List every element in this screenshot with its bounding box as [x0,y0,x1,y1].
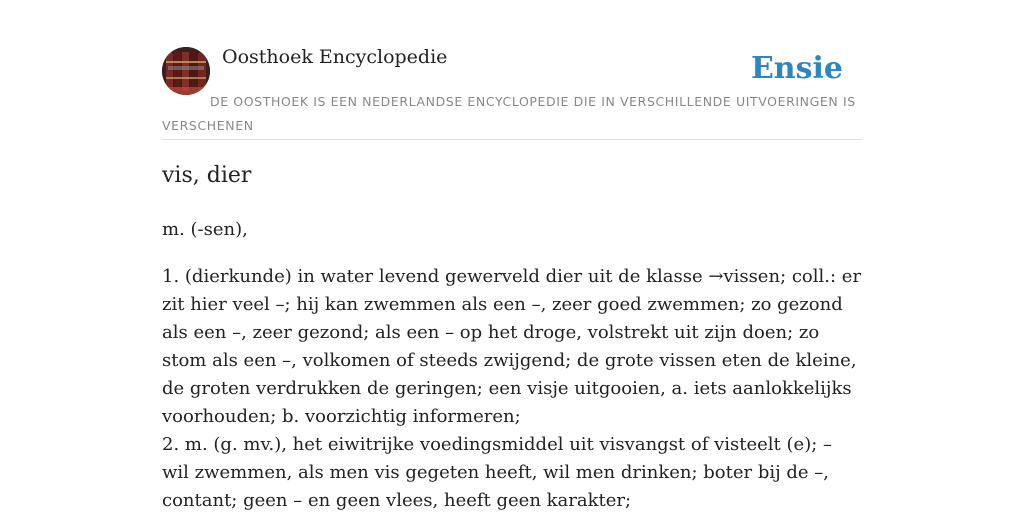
book-spines-icon [162,47,210,95]
entry-title: vis, dier [162,163,252,188]
entry-body [162,216,862,512]
entry-sense-1 [162,263,862,431]
site-tagline: DE OOSTHOEK IS EEN NEDERLANDSE ENCYCLOPEDIE DIE IN VERSCHILLENDE UITVOERINGEN IS VERSCHENEN [162,94,856,133]
avatar[interactable] [162,47,210,95]
sense-1-text-before: 1. (dierkunde) in water levend gewerveld dier uit de klasse [162,266,709,287]
crossref-link-vissen[interactable]: →vissen [708,266,781,287]
sense-1-text-after: ; coll.: er zit hier veel –; hij kan zwemmen als een –, zeer goed zwemmen; zo gezond als een –, zeer gezond; als een – op het droge, volstrekt uit zijn doen; zo stom als een –, volkomen of steeds zwijgend; de grote vissen eten de kleine, de groten verdrukken de geringen; een visje uitgooien, a. iets aanlokkelijks voorhouden; b. voorzichtig informeren; [162,266,862,427]
site-name[interactable]: Oosthoek Encyclopedie [222,46,448,68]
entry-sense-2: 2. m. (g. mv.), het eiwitrijke voedingsmiddel uit visvangst of visteelt (e); – wil zwemmen, als men vis gegeten heeft, wil men drinken; boter bij de –, contant; geen – en geen vlees, heeft geen karakter; [162,434,832,511]
header-divider [162,139,862,140]
entry-grammar: m. (-sen), [162,219,248,240]
brand-logo[interactable]: Ensie [750,51,843,86]
page-container [162,0,862,512]
